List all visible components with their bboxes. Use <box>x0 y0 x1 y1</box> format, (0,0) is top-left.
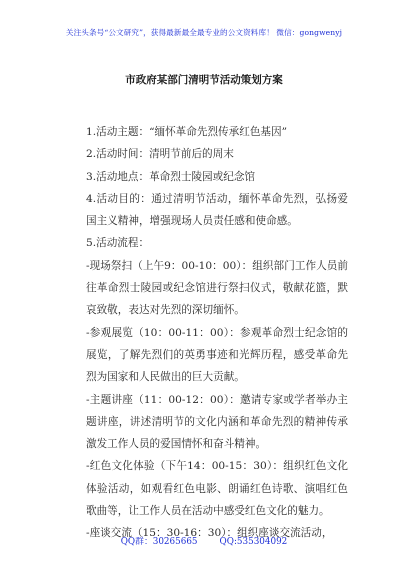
header-promo-note: 关注头条号“公文研究”，获得最新最全最专业的公文资料库！ 微信：gongwenyj <box>65 28 343 37</box>
paragraph-location: 3.活动地点：革命烈士陵园或纪念馆 <box>86 170 256 183</box>
document-body <box>86 121 348 545</box>
paragraph-step-red-culture: -红色文化体验（下午14：00-15：30）：组织红色文化体验活动，如观看红色电影、朗诵红色诗歌、演唱红色歌曲等，让工作人员在活动中感受红色文化的魅力。 <box>86 460 348 518</box>
paragraph-purpose: 4.活动目的：通过清明节活动，缅怀革命先烈，弘扬爱国主义精神，增强现场人员责任感和使命感。 <box>86 192 348 228</box>
paragraph-step-exhibition: -参观展览（10：00-11：00）：参观革命烈士纪念馆的展览，了解先烈们的英勇事迹和光辉历程，感受革命先烈为国家和人民做出的巨大贡献。 <box>86 326 348 384</box>
footer-qq-group: QQ群：30265665 <box>120 537 198 547</box>
paragraph-theme: 1.活动主题：“缅怀革命先烈传承红色基因” <box>86 126 288 138</box>
paragraph-step-discussion: -座谈交流（15：30-16：30）：组织座谈交流活动， <box>86 527 333 540</box>
document-title: 市政府某部门清明节活动策划方案 <box>125 74 283 86</box>
paragraph-process-heading: 5.活动流程： <box>86 237 150 250</box>
paragraph-step-lecture: -主题讲座（11：00-12：00）：邀请专家或学者举办主题讲座，讲述清明节的文化内涵和革命先烈的精神传承激发工作人员的爱国情怀和奋斗精神。 <box>86 393 348 451</box>
footer-qq: QQ:535304092 <box>219 537 288 547</box>
footer-contact <box>0 534 408 547</box>
paragraph-time: 2.活动时间：清明节前后的周末 <box>86 148 234 161</box>
paragraph-step-memorial: -现场祭扫（上午9：00-10：00）：组织部门工作人员前往革命烈士陵园或纪念馆进行祭扫仪式，敬献花篮，默哀致敬，表达对先烈的深切缅怀。 <box>86 259 348 317</box>
